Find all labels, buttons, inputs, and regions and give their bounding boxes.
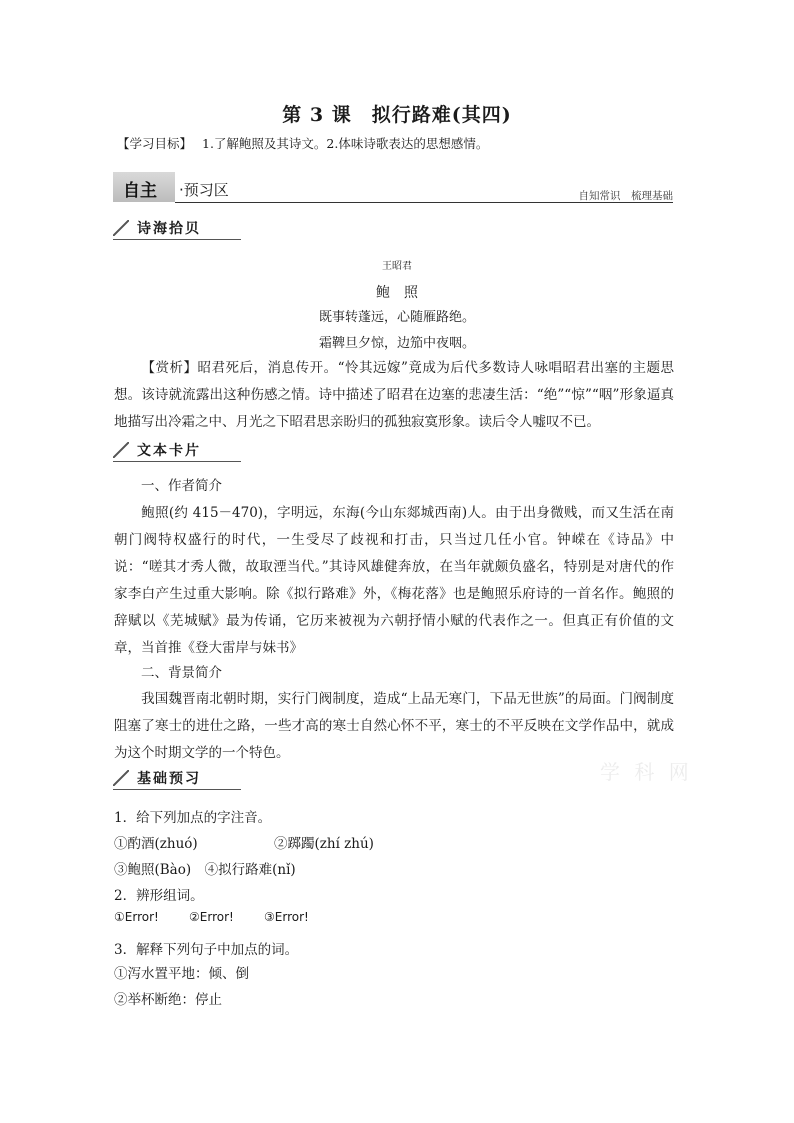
background-heading-text: 二、背景简介 bbox=[141, 665, 222, 681]
question-1-item-a: ①酌酒(zhuó) bbox=[114, 836, 198, 852]
appreciation-tag: 【赏析】 bbox=[141, 360, 198, 376]
question-2: 2．辨形组词。 bbox=[114, 888, 204, 904]
section-heading-label: 基础预习 bbox=[137, 771, 201, 787]
author-paragraph bbox=[114, 500, 674, 662]
banner-block-label: 自主 bbox=[123, 181, 157, 201]
question-1: 1．给下列加点的字注音。 bbox=[114, 810, 272, 826]
banner-rule bbox=[175, 202, 673, 203]
appreciation-text: 昭君死后，消息传开。“怜其远嫁”竟成为后代多数诗人咏唱昭君出塞的主题思想。该诗就流露出这种伤感之情。诗中描述了昭君在边塞的悲凄生活：“绝”“惊”“咽”形象逼真地描写出冷霜之中、月光之下昭君思亲盼归的孤独寂寞形象。读后令人嘘叹不已。 bbox=[114, 360, 674, 430]
appreciation-paragraph bbox=[114, 355, 674, 436]
question-3-item-a: ①泻水置平地：倾、倒 bbox=[114, 966, 249, 982]
banner-right-text: 自知常识 梳理基础 bbox=[578, 190, 673, 202]
question-3: 3．解释下列句子中加点的词。 bbox=[114, 942, 299, 958]
banner-block bbox=[113, 172, 175, 202]
background-heading bbox=[114, 660, 674, 687]
section-heading-label: 文本卡片 bbox=[137, 443, 201, 459]
question-1-item-c: ③鲍照(Bào) ④拟行路难(nǐ) bbox=[114, 862, 296, 878]
learning-goals bbox=[117, 134, 488, 152]
slash-marker-icon bbox=[113, 442, 129, 458]
question-3-item-b: ②举杯断绝：停止 bbox=[114, 992, 222, 1008]
section-banner bbox=[113, 172, 673, 206]
question-1-item-b: ②踯躅(zhí zhú) bbox=[274, 836, 374, 852]
section-heading-basics bbox=[113, 768, 241, 790]
poem-line-2: 霜鞞旦夕惊，边笳中夜咽。 bbox=[318, 336, 475, 351]
background-paragraph-text: 我国魏晋南北朝时期，实行门阀制度，造成“上品无寒门，下品无世族”的局面。门阀制度阻塞了寒士的进仕之路，一些才高的寒士自然心怀不平，寒士的不平反映在文学作品中，就成为这个时期文学的一个特色。 bbox=[114, 691, 674, 761]
section-underline bbox=[113, 239, 241, 240]
author-heading bbox=[114, 473, 674, 500]
poem-title: 王昭君 bbox=[382, 261, 412, 272]
watermark: 学 科 网 bbox=[600, 760, 693, 784]
background-paragraph bbox=[114, 686, 674, 767]
section-heading-label: 诗海拾贝 bbox=[137, 221, 201, 237]
section-heading-card bbox=[113, 440, 241, 462]
slash-marker-icon bbox=[113, 220, 129, 236]
author-paragraph-text: 鲍照(约 415－470)，字明远，东海(今山东郯城西南)人。由于出身微贱，而又生活在南朝门阀特权盛行的时代，一生受尽了歧视和打击，只当过几任小官。钟嵘在《诗品》中说：“嗟其才秀人微，故取湮当代。”其诗风雄健奔放，在当年就颇负盛名，特别是对唐代的作家李白产生过重大影响。除《拟行路难》外，《梅花落》也是鲍照乐府诗的一首名作。鲍照的辞赋以《芜城赋》最为传诵，它历来被视为六朝抒情小赋的代表作之一。但真正有价值的文章，当首推《登大雷岸与妹书》 bbox=[114, 505, 674, 656]
question-2-item-a: ①Error! bbox=[114, 910, 159, 924]
poem-line-1: 既事转蓬远，心随雁路绝。 bbox=[318, 310, 475, 325]
section-heading-poetry bbox=[113, 218, 241, 240]
section-underline bbox=[113, 789, 241, 790]
page-title: 第 3 课 拟行路难(其四) bbox=[282, 104, 512, 126]
poem-author: 鲍 照 bbox=[376, 285, 418, 301]
section-underline bbox=[113, 461, 241, 462]
author-heading-text: 一、作者简介 bbox=[141, 478, 222, 494]
question-2-item-c: ③Error! bbox=[264, 910, 309, 924]
goals-tag: 【学习目标】 bbox=[117, 136, 193, 151]
banner-subtitle: ·预习区 bbox=[179, 181, 229, 199]
goals-text: 1.了解鲍照及其诗文。2.体味诗歌表达的思想感情。 bbox=[202, 136, 489, 151]
question-2-item-b: ②Error! bbox=[189, 910, 234, 924]
slash-marker-icon bbox=[113, 770, 129, 786]
